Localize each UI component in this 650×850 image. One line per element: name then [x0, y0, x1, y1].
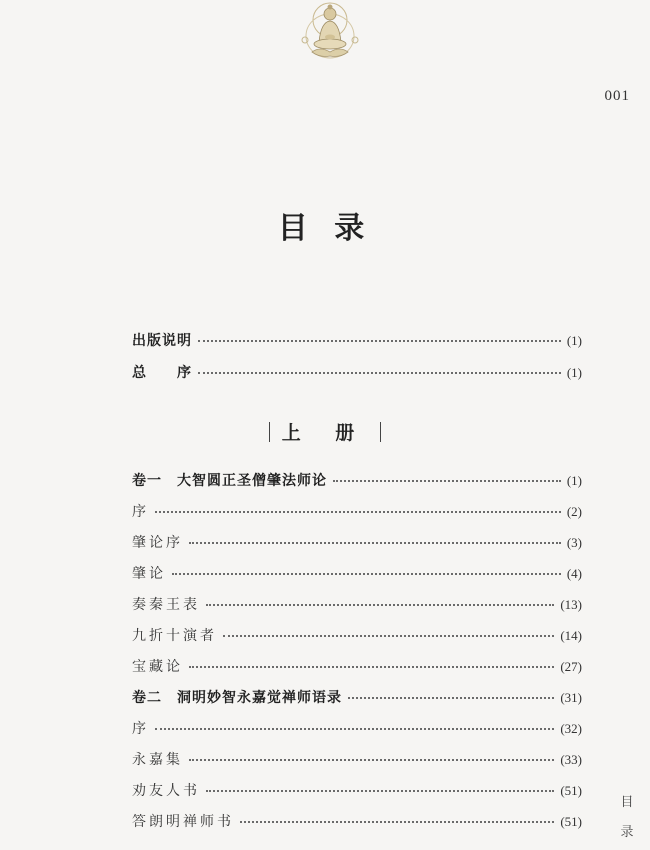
toc-entry[interactable] [132, 718, 582, 740]
toc-entry-page: (14) [560, 628, 582, 643]
toc-entry-page: (32) [560, 721, 582, 736]
toc-entry-page: (1) [566, 473, 582, 488]
toc-entry[interactable] [132, 656, 582, 678]
toc-entry-page: (13) [560, 597, 582, 612]
dot-leader [240, 811, 554, 823]
toc-entry[interactable] [132, 470, 582, 492]
dot-leader [223, 625, 554, 637]
dot-leader [189, 749, 554, 761]
toc-entry[interactable] [132, 749, 582, 771]
toc-entry-page: (51) [560, 783, 582, 798]
toc-entry[interactable] [132, 362, 582, 384]
dot-leader [155, 718, 554, 730]
bracket-bar-right [380, 422, 381, 442]
toc-entry-title: 卷二 洞明妙智永嘉觉禅师语录 [132, 690, 342, 706]
toc-entry[interactable] [132, 563, 582, 585]
toc-entry-title: 肇论 [132, 566, 166, 582]
toc-entry-title: 答朗明禅师书 [132, 814, 234, 830]
toc-entry-page: (1) [566, 365, 582, 380]
side-label-char: 录 [620, 825, 634, 840]
toc-entry-page: (31) [560, 690, 582, 705]
dot-leader [189, 656, 554, 668]
dot-leader [155, 501, 561, 513]
dot-leader [348, 687, 554, 699]
toc-entry-page: (33) [560, 752, 582, 767]
toc-entry-title: 序 [132, 504, 149, 520]
section-heading-label: 上 册 [281, 422, 369, 444]
dot-leader [333, 470, 561, 482]
toc-entry-page: (27) [560, 659, 582, 674]
toc-entry[interactable] [132, 625, 582, 647]
toc-entry-title: 永嘉集 [132, 752, 183, 768]
toc-entry-title: 肇论序 [132, 535, 183, 551]
toc-entry-title: 劝友人书 [132, 783, 200, 799]
dot-leader [206, 780, 554, 792]
toc-entry-page: (1) [566, 333, 582, 348]
dot-leader [198, 330, 561, 342]
side-label-char: 目 [620, 795, 634, 810]
toc-entry-title: 总 序 [132, 365, 192, 381]
toc-entry[interactable] [132, 594, 582, 616]
toc-entry-title: 出版说明 [132, 333, 192, 349]
toc-entry[interactable] [132, 780, 582, 802]
toc-entry-page: (51) [560, 814, 582, 829]
seated-buddha-icon [295, 0, 365, 60]
dot-leader [206, 594, 554, 606]
toc-entry[interactable] [132, 687, 582, 709]
page-number: 001 [604, 88, 630, 104]
toc-entry[interactable] [132, 811, 582, 833]
dot-leader [198, 362, 561, 374]
toc-entry-page: (2) [566, 504, 582, 519]
side-section-label [620, 788, 634, 848]
toc-entry[interactable] [132, 501, 582, 523]
toc-entry[interactable] [132, 330, 582, 352]
dot-leader [189, 532, 561, 544]
page-title: 目 录 [277, 211, 373, 246]
section-heading [0, 418, 650, 445]
toc-entry-title: 奏秦王表 [132, 597, 200, 613]
toc-entry-title: 序 [132, 721, 149, 737]
toc-entry-title: 九折十演者 [132, 628, 217, 644]
bracket-bar-left [269, 422, 270, 442]
toc-entry[interactable] [132, 532, 582, 554]
toc-entry-page: (4) [566, 566, 582, 581]
dot-leader [172, 563, 561, 575]
toc-entry-page: (3) [566, 535, 582, 550]
toc-entry-title: 宝藏论 [132, 659, 183, 675]
toc-entry-title: 卷一 大智圆正圣僧肇法师论 [132, 473, 327, 489]
